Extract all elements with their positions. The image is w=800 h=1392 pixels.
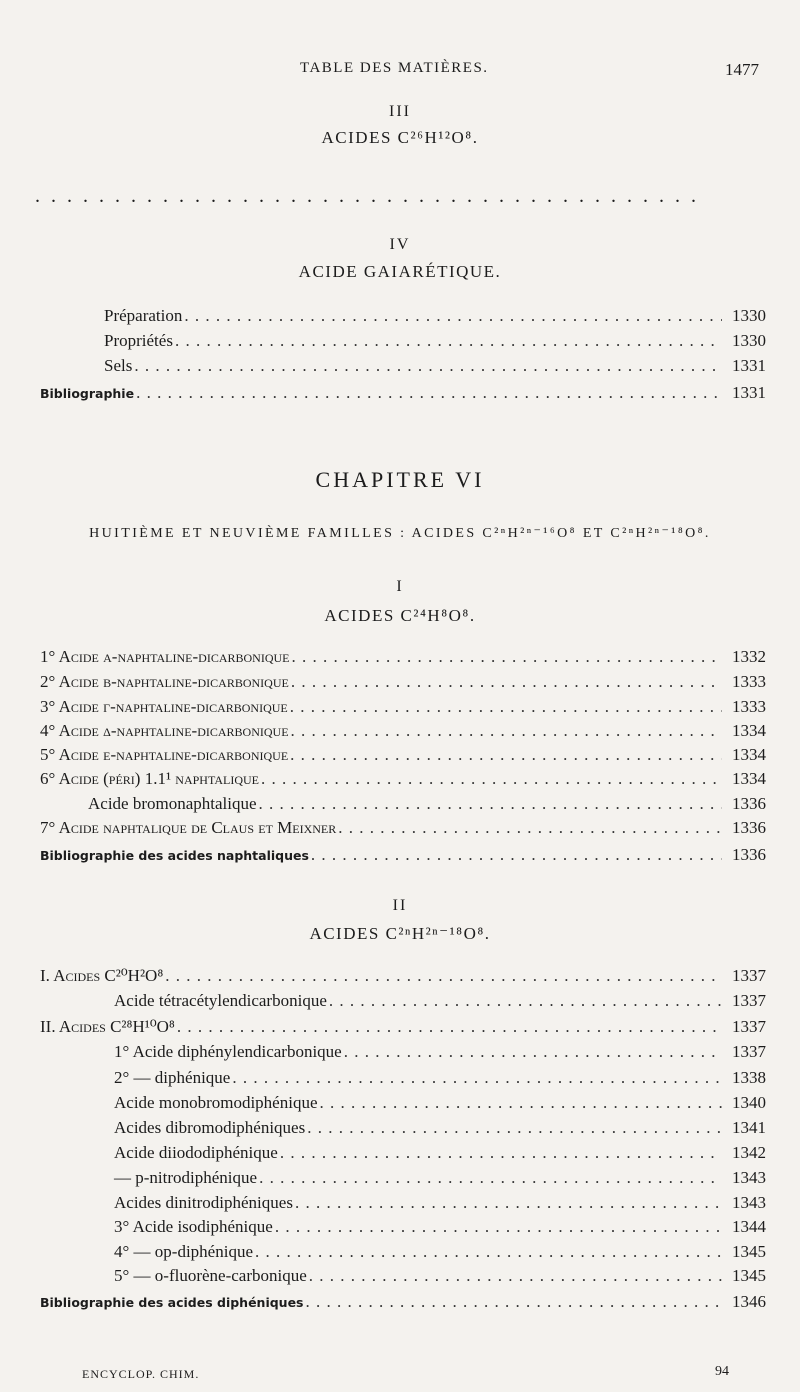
toc-row [104,331,766,355]
entry-page: 1333 [732,672,766,691]
dot-leader [344,1042,722,1062]
entry-page: 1342 [732,1143,766,1162]
section-iv-title: ACIDE GAIARÉTIQUE. [298,262,502,281]
dot-leader [184,306,722,326]
toc-row [88,794,766,818]
section-i-title: ACIDES C²⁴H⁸O⁸. [324,606,476,625]
entry-page: 1336 [732,845,766,864]
sheet-mark: 94 [715,1364,729,1379]
dot-leader [136,383,722,403]
dot-leader [259,1168,722,1188]
entry-page: 1331 [732,383,766,402]
dot-leader [232,1068,722,1088]
toc-row [114,1242,766,1266]
entry-label: 2° Acide β-naphtaline-dicarbonique [40,672,289,691]
bibliography-row [40,845,766,869]
chapter-title: CHAPITRE VI [315,467,485,492]
section-iii-numeral: III [389,103,411,120]
entry-label: 5° — o-fluorène-carbonique [114,1266,307,1285]
toc-row [114,1068,766,1092]
section-iv-numeral: IV [389,236,411,253]
toc-row [40,818,766,842]
entry-label: 2° — diphénique [114,1068,231,1087]
bibliography-row [40,383,766,407]
entry-page: 1336 [732,818,766,837]
dot-leader [165,966,722,986]
entry-page: 1334 [732,721,766,740]
toc-row [114,1193,766,1217]
footer-signature: ENCYCLOP. CHIM. [82,1367,200,1381]
entry-label: Préparation [104,306,183,325]
entry-page: 1330 [732,331,766,350]
dot-leader [175,331,722,351]
entry-label: 4° — op-diphénique [114,1242,253,1261]
toc-row [40,769,766,793]
entry-label: 3° Acide isodiphénique [114,1217,273,1236]
entry-page: 1337 [732,1042,766,1061]
toc-row [114,991,766,1015]
entry-page: 1338 [732,1068,766,1087]
entry-page: 1336 [732,794,766,813]
entry-label: 5° Acide ε-naphtaline-dicarbonique [40,745,289,764]
chapter-subtitle: HUITIÈME ET NEUVIÈME FAMILLES : ACIDES C²ⁿH²ⁿ⁻¹⁶O⁸ ET C²ⁿH²ⁿ⁻¹⁸O⁸. [89,526,711,541]
dot-leader [275,1217,722,1237]
toc-row [104,356,766,380]
dot-leader [177,1017,722,1037]
dotted-separator: . . . . . . . . . . . . . . . . . . . . . . . . . . . . . . . . . . . . . . . . . . [35,185,699,207]
bibliography-label: Bibliographie des acides naphtaliques [40,848,309,863]
running-title: TABLE DES MATIÈRES. [300,60,489,76]
entry-page: 1345 [732,1242,766,1261]
entry-page: 1345 [732,1266,766,1285]
dot-leader [255,1242,722,1262]
entry-page: 1343 [732,1193,766,1212]
section-i-numeral: I [396,578,404,595]
entry-label: 6° Acide (péri) 1.1¹ naphtalique [40,769,260,788]
toc-row [114,1266,766,1290]
entry-page: 1330 [732,306,766,325]
entry-page: 1337 [732,991,766,1010]
entry-label: Acide monobromodiphénique [114,1093,318,1112]
toc-row [114,1143,766,1167]
entry-page: 1334 [732,745,766,764]
entry-label: Acides dibromodiphéniques [114,1118,306,1137]
dot-leader [290,697,722,717]
toc-row [40,697,766,721]
entry-page: 1337 [732,966,766,985]
dot-leader [329,991,722,1011]
dot-leader [290,745,722,765]
entry-page: 1343 [732,1168,766,1187]
entry-label: II. Acides C²⁸H¹⁰O⁸ [40,1017,175,1036]
entry-label: 1° Acide α-naphtaline-dicarbonique [40,647,290,666]
toc-row [40,721,766,745]
entry-label: Sels [104,356,133,375]
dot-leader [134,356,722,376]
entry-page: 1334 [732,769,766,788]
toc-row [114,1168,766,1192]
toc-row [40,647,766,671]
toc-row [104,306,766,330]
dot-leader [261,769,722,789]
dot-leader [338,818,722,838]
entry-page: 1337 [732,1017,766,1036]
entry-page: 1346 [732,1292,766,1311]
entry-label: — p-nitrodiphénique [114,1168,258,1187]
dot-leader [309,1266,722,1286]
dot-leader [306,1292,723,1312]
entry-page: 1332 [732,647,766,666]
entry-page: 1333 [732,697,766,716]
entry-page: 1331 [732,356,766,375]
entry-label: I. Acides C²⁰H²O⁸ [40,966,164,985]
toc-row [40,1017,766,1041]
entry-label: 7° Acide naphtalique de Claus et Meixner [40,818,337,837]
toc-row [114,1042,766,1066]
dot-leader [259,794,722,814]
toc-row [40,672,766,696]
entry-label: Acide tétracétylendicarbonique [114,991,327,1010]
entry-label: 3° Acide γ-naphtaline-dicarbonique [40,697,288,716]
page-number: 1477 [725,60,759,79]
entry-page: 1341 [732,1118,766,1137]
bibliography-label: Bibliographie des acides diphéniques [40,1295,304,1310]
entry-label: Propriétés [104,331,173,350]
entry-page: 1340 [732,1093,766,1112]
entry-label: 4° Acide δ-naphtaline-dicarbonique [40,721,289,740]
bibliography-row [40,1292,766,1316]
entry-label: Acide bromonaphtalique [88,794,257,813]
dot-leader [291,672,722,692]
entry-label: Acides dinitrodiphéniques [114,1193,293,1212]
dot-leader [291,721,722,741]
toc-row [114,1217,766,1241]
dot-leader [307,1118,722,1138]
section-iii-title: ACIDES C²⁶H¹²O⁸. [321,128,479,147]
toc-row [114,1093,766,1117]
entry-label: Acide diiododiphénique [114,1143,278,1162]
toc-row [114,1118,766,1142]
dot-leader [311,845,722,865]
entry-page: 1344 [732,1217,766,1236]
dot-leader [320,1093,723,1113]
toc-row [40,966,766,990]
dot-leader [280,1143,722,1163]
entry-label: 1° Acide diphénylendicarbonique [114,1042,342,1061]
bibliography-label: Bibliographie [40,386,135,401]
dot-leader [291,647,722,667]
dot-leader [295,1193,722,1213]
section-ii-numeral: II [392,897,408,914]
section-ii-title: ACIDES C²ⁿH²ⁿ⁻¹⁸O⁸. [309,924,491,943]
toc-row [40,745,766,769]
